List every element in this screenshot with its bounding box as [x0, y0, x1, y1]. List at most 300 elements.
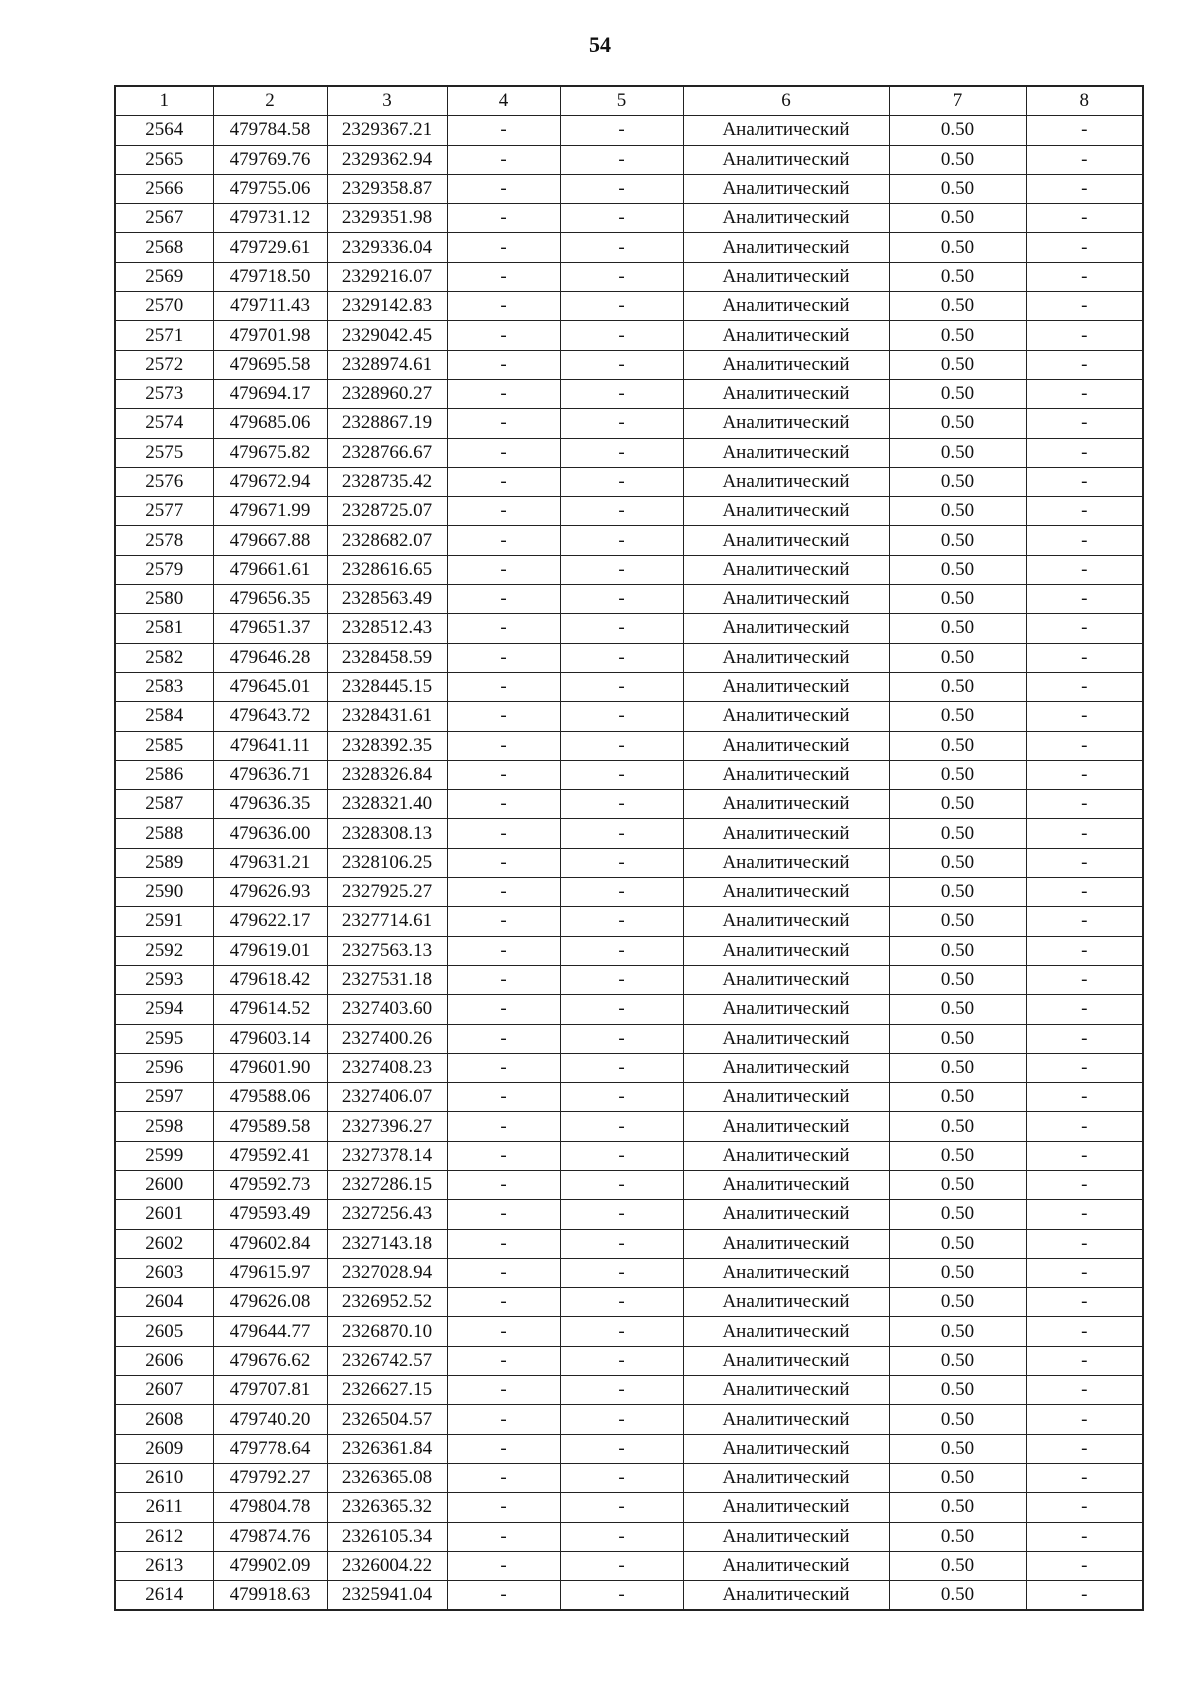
table-cell: 479731.12 [213, 204, 327, 233]
page-number: 54 [589, 32, 611, 57]
table-cell: - [447, 204, 560, 233]
table-cell: - [560, 1170, 683, 1199]
table-cell: - [447, 467, 560, 496]
table-cell: - [560, 1200, 683, 1229]
table-cell: Аналитический [683, 145, 889, 174]
table-cell: 479593.49 [213, 1200, 327, 1229]
table-cell: Аналитический [683, 1463, 889, 1492]
table-cell: 2575 [115, 438, 213, 467]
table-cell: 2603 [115, 1258, 213, 1287]
table-row [115, 1170, 1143, 1199]
table-cell: - [1026, 1434, 1143, 1463]
table-cell: 0.50 [889, 145, 1026, 174]
table-cell: - [447, 438, 560, 467]
table-row [115, 1083, 1143, 1112]
table-cell: - [447, 702, 560, 731]
table-row [115, 1112, 1143, 1141]
table-cell: - [1026, 760, 1143, 789]
table-row [115, 878, 1143, 907]
table-cell: 479729.61 [213, 233, 327, 262]
table-cell: 479592.41 [213, 1141, 327, 1170]
column-header: 7 [889, 86, 1026, 116]
table-cell: - [447, 1200, 560, 1229]
table-cell: - [560, 936, 683, 965]
table-row [115, 1258, 1143, 1287]
table-cell: - [560, 1258, 683, 1287]
table-cell: 2580 [115, 585, 213, 614]
table-cell: 2327400.26 [327, 1024, 447, 1053]
table-cell: Аналитический [683, 1112, 889, 1141]
table-cell: - [1026, 995, 1143, 1024]
table-row [115, 1522, 1143, 1551]
table-cell: 0.50 [889, 174, 1026, 203]
table-cell: 479769.76 [213, 145, 327, 174]
table-cell: 2329351.98 [327, 204, 447, 233]
table-cell: 2565 [115, 145, 213, 174]
table-cell: 479618.42 [213, 965, 327, 994]
table-cell: - [1026, 1346, 1143, 1375]
table-cell: Аналитический [683, 1170, 889, 1199]
table-cell: - [1026, 1581, 1143, 1611]
table-cell: Аналитический [683, 379, 889, 408]
table-cell: 0.50 [889, 760, 1026, 789]
table-cell: 2582 [115, 643, 213, 672]
table-cell: 479667.88 [213, 526, 327, 555]
table-row [115, 585, 1143, 614]
table-cell: 2328735.42 [327, 467, 447, 496]
table-cell: - [1026, 174, 1143, 203]
table-cell: 0.50 [889, 1551, 1026, 1580]
table-cell: 479645.01 [213, 672, 327, 701]
table-cell: 0.50 [889, 555, 1026, 584]
table-cell: - [560, 233, 683, 262]
table-cell: 0.50 [889, 1522, 1026, 1551]
table-cell: 479601.90 [213, 1053, 327, 1082]
table-cell: Аналитический [683, 497, 889, 526]
table-cell: 0.50 [889, 1024, 1026, 1053]
table-cell: 0.50 [889, 1346, 1026, 1375]
table-cell: 2325941.04 [327, 1581, 447, 1611]
table-cell: - [1026, 497, 1143, 526]
table-cell: Аналитический [683, 1083, 889, 1112]
table-cell: 2327406.07 [327, 1083, 447, 1112]
table-cell: - [1026, 145, 1143, 174]
table-cell: - [1026, 1405, 1143, 1434]
table-cell: - [447, 1376, 560, 1405]
table-row [115, 1288, 1143, 1317]
table-cell: - [560, 1405, 683, 1434]
table-cell: - [560, 1551, 683, 1580]
table-row [115, 1405, 1143, 1434]
table-cell: Аналитический [683, 1229, 889, 1258]
table-cell: - [447, 1258, 560, 1287]
table-cell: - [560, 1434, 683, 1463]
table-cell: - [560, 731, 683, 760]
table-cell: 479603.14 [213, 1024, 327, 1053]
table-row [115, 497, 1143, 526]
table-cell: 0.50 [889, 321, 1026, 350]
table-cell: Аналитический [683, 1024, 889, 1053]
table-cell: - [1026, 526, 1143, 555]
table-cell: 479685.06 [213, 409, 327, 438]
table-cell: 2329362.94 [327, 145, 447, 174]
table-cell: 2329336.04 [327, 233, 447, 262]
table-cell: - [1026, 321, 1143, 350]
table-cell: - [447, 292, 560, 321]
table-cell: 2611 [115, 1493, 213, 1522]
table-cell: 0.50 [889, 1053, 1026, 1082]
table-cell: 2606 [115, 1346, 213, 1375]
table-cell: 2586 [115, 760, 213, 789]
table-cell: 479622.17 [213, 907, 327, 936]
table-cell: 479672.94 [213, 467, 327, 496]
column-header: 6 [683, 86, 889, 116]
table-cell: 2326365.32 [327, 1493, 447, 1522]
table-cell: - [560, 174, 683, 203]
table-cell: 2587 [115, 790, 213, 819]
table-cell: 2327378.14 [327, 1141, 447, 1170]
table-cell: - [560, 848, 683, 877]
table-row [115, 409, 1143, 438]
table-cell: - [560, 995, 683, 1024]
table-cell: - [560, 1053, 683, 1082]
table-cell: 479588.06 [213, 1083, 327, 1112]
table-cell: 2602 [115, 1229, 213, 1258]
table-row [115, 555, 1143, 584]
table-cell: - [447, 1170, 560, 1199]
table-cell: - [560, 467, 683, 496]
table-cell: - [447, 1581, 560, 1611]
table-cell: 2328616.65 [327, 555, 447, 584]
table-cell: - [560, 1581, 683, 1611]
table-cell: 2597 [115, 1083, 213, 1112]
table-cell: - [447, 936, 560, 965]
table-row [115, 1551, 1143, 1580]
table-cell: 2577 [115, 497, 213, 526]
table-cell: 479643.72 [213, 702, 327, 731]
table-cell: Аналитический [683, 819, 889, 848]
table-cell: 0.50 [889, 438, 1026, 467]
table-cell: 2581 [115, 614, 213, 643]
table-cell: 2607 [115, 1376, 213, 1405]
table-cell: - [560, 1493, 683, 1522]
table-cell: Аналитический [683, 848, 889, 877]
table-cell: - [1026, 878, 1143, 907]
table-cell: 0.50 [889, 731, 1026, 760]
table-cell: - [1026, 1551, 1143, 1580]
table-cell: 2609 [115, 1434, 213, 1463]
table-cell: 2329216.07 [327, 262, 447, 291]
table-cell: - [560, 1463, 683, 1492]
column-header: 3 [327, 86, 447, 116]
table-cell: Аналитический [683, 1288, 889, 1317]
table-cell: 0.50 [889, 1581, 1026, 1611]
table-cell: 479694.17 [213, 379, 327, 408]
table-cell: - [447, 1346, 560, 1375]
table-cell: - [1026, 1258, 1143, 1287]
table-cell: - [560, 116, 683, 145]
table-cell: 2594 [115, 995, 213, 1024]
table-cell: Аналитический [683, 760, 889, 789]
table-cell: 0.50 [889, 1493, 1026, 1522]
table-cell: - [560, 585, 683, 614]
table-cell: 2328960.27 [327, 379, 447, 408]
table-cell: Аналитический [683, 936, 889, 965]
table-cell: - [1026, 965, 1143, 994]
table-row [115, 731, 1143, 760]
table-cell: - [1026, 1522, 1143, 1551]
table-cell: 2328308.13 [327, 819, 447, 848]
table-cell: - [560, 790, 683, 819]
table-cell: - [447, 321, 560, 350]
table-cell: 0.50 [889, 878, 1026, 907]
table-cell: Аналитический [683, 643, 889, 672]
table-cell: - [1026, 1053, 1143, 1082]
table-cell: 0.50 [889, 965, 1026, 994]
table-row [115, 526, 1143, 555]
table-cell: 479902.09 [213, 1551, 327, 1580]
table-cell: Аналитический [683, 672, 889, 701]
table-row [115, 1581, 1143, 1611]
table-cell: Аналитический [683, 1317, 889, 1346]
table-cell: Аналитический [683, 731, 889, 760]
table-cell: Аналитический [683, 995, 889, 1024]
table-cell: 0.50 [889, 995, 1026, 1024]
table-cell: Аналитический [683, 1581, 889, 1611]
table-cell: 479602.84 [213, 1229, 327, 1258]
table-cell: 479784.58 [213, 116, 327, 145]
table-cell: 2593 [115, 965, 213, 994]
table-cell: 0.50 [889, 1288, 1026, 1317]
table-cell: 0.50 [889, 1376, 1026, 1405]
table-cell: - [447, 1288, 560, 1317]
table-cell: - [1026, 1112, 1143, 1141]
table-cell: - [447, 790, 560, 819]
table-cell: 2327408.23 [327, 1053, 447, 1082]
table-cell: - [560, 643, 683, 672]
column-header: 8 [1026, 86, 1143, 116]
table-cell: - [1026, 1083, 1143, 1112]
table-cell: 2605 [115, 1317, 213, 1346]
table-cell: 2327256.43 [327, 1200, 447, 1229]
table-cell: 479778.64 [213, 1434, 327, 1463]
table-cell: - [560, 819, 683, 848]
table-cell: Аналитический [683, 1493, 889, 1522]
table-cell: 2328563.49 [327, 585, 447, 614]
table-cell: 0.50 [889, 1434, 1026, 1463]
table-cell: - [447, 526, 560, 555]
table-row [115, 848, 1143, 877]
table-cell: - [1026, 585, 1143, 614]
table-cell: 2328458.59 [327, 643, 447, 672]
table-cell: - [447, 585, 560, 614]
table-cell: Аналитический [683, 262, 889, 291]
table-cell: - [560, 1083, 683, 1112]
table-cell: 2327403.60 [327, 995, 447, 1024]
table-cell: - [560, 907, 683, 936]
table-cell: - [447, 379, 560, 408]
column-header: 1 [115, 86, 213, 116]
table-cell: - [1026, 702, 1143, 731]
table-cell: Аналитический [683, 1200, 889, 1229]
table-cell: 479918.63 [213, 1581, 327, 1611]
table-cell: - [560, 409, 683, 438]
table-cell: 2328766.67 [327, 438, 447, 467]
table-cell: - [447, 731, 560, 760]
table-cell: 2326742.57 [327, 1346, 447, 1375]
table-cell: - [1026, 1288, 1143, 1317]
table-row [115, 1200, 1143, 1229]
table-cell: - [1026, 1463, 1143, 1492]
table-cell: 2564 [115, 116, 213, 145]
table-cell: 2328326.84 [327, 760, 447, 789]
table-cell: 2327714.61 [327, 907, 447, 936]
table-cell: 479718.50 [213, 262, 327, 291]
table-cell: 0.50 [889, 116, 1026, 145]
table-cell: - [1026, 1141, 1143, 1170]
table-cell: - [1026, 350, 1143, 379]
table-cell: - [447, 409, 560, 438]
table-cell: 0.50 [889, 1317, 1026, 1346]
table-cell: 0.50 [889, 1112, 1026, 1141]
table-cell: 479676.62 [213, 1346, 327, 1375]
table-cell: - [560, 145, 683, 174]
table-cell: Аналитический [683, 702, 889, 731]
table-cell: - [560, 702, 683, 731]
table-cell: 2612 [115, 1522, 213, 1551]
table-cell: - [560, 526, 683, 555]
table-cell: - [1026, 790, 1143, 819]
table-cell: 2327028.94 [327, 1258, 447, 1287]
table-cell: Аналитический [683, 907, 889, 936]
table-cell: Аналитический [683, 321, 889, 350]
table-cell: 0.50 [889, 350, 1026, 379]
table-cell: 2328321.40 [327, 790, 447, 819]
column-header: 2 [213, 86, 327, 116]
table-cell: - [447, 819, 560, 848]
table-cell: - [447, 116, 560, 145]
table-cell: - [1026, 1200, 1143, 1229]
table-cell: 2570 [115, 292, 213, 321]
table-cell: 0.50 [889, 409, 1026, 438]
table-cell: - [447, 907, 560, 936]
table-cell: 2326004.22 [327, 1551, 447, 1580]
table-row [115, 702, 1143, 731]
table-cell: 2326105.34 [327, 1522, 447, 1551]
table-cell: 0.50 [889, 1463, 1026, 1492]
table-cell: - [560, 292, 683, 321]
table-cell: Аналитический [683, 1053, 889, 1082]
table-cell: 0.50 [889, 1405, 1026, 1434]
table-row [115, 233, 1143, 262]
table-cell: - [447, 1551, 560, 1580]
table-cell: 2588 [115, 819, 213, 848]
table-cell: 2327563.13 [327, 936, 447, 965]
table-cell: - [1026, 555, 1143, 584]
table-cell: 0.50 [889, 614, 1026, 643]
table-cell: - [447, 1229, 560, 1258]
table-cell: - [560, 555, 683, 584]
table-cell: - [1026, 116, 1143, 145]
table-cell: 479792.27 [213, 1463, 327, 1492]
table-cell: 2328445.15 [327, 672, 447, 701]
table-cell: 0.50 [889, 1083, 1026, 1112]
table-cell: 479671.99 [213, 497, 327, 526]
table-cell: - [560, 614, 683, 643]
table-cell: - [447, 614, 560, 643]
table-cell: - [560, 878, 683, 907]
table-cell: - [447, 145, 560, 174]
table-row [115, 907, 1143, 936]
table-cell: Аналитический [683, 1258, 889, 1287]
table-row [115, 467, 1143, 496]
table-cell: 2327531.18 [327, 965, 447, 994]
table-row [115, 1493, 1143, 1522]
table-cell: 2572 [115, 350, 213, 379]
table-cell: - [560, 1376, 683, 1405]
table-cell: 2583 [115, 672, 213, 701]
header-row [115, 86, 1143, 116]
table-cell: 0.50 [889, 643, 1026, 672]
table-cell: 479644.77 [213, 1317, 327, 1346]
table-cell: 479646.28 [213, 643, 327, 672]
table-cell: 2328512.43 [327, 614, 447, 643]
table-cell: 2328725.07 [327, 497, 447, 526]
table-cell: - [447, 965, 560, 994]
table-row [115, 292, 1143, 321]
coordinates-table [114, 85, 1144, 1611]
table-cell: - [560, 350, 683, 379]
table-cell: - [1026, 643, 1143, 672]
table-cell: 2600 [115, 1170, 213, 1199]
table-cell: 479626.08 [213, 1288, 327, 1317]
table-cell: 479636.71 [213, 760, 327, 789]
table-cell: 479711.43 [213, 292, 327, 321]
table-cell: 479592.73 [213, 1170, 327, 1199]
table-cell: 0.50 [889, 497, 1026, 526]
table-cell: - [560, 760, 683, 789]
table-cell: Аналитический [683, 233, 889, 262]
table-cell: Аналитический [683, 409, 889, 438]
table-cell: 2327396.27 [327, 1112, 447, 1141]
table-cell: - [560, 379, 683, 408]
table-cell: - [447, 1522, 560, 1551]
table-cell: - [447, 848, 560, 877]
table-cell: - [560, 262, 683, 291]
table-cell: - [1026, 672, 1143, 701]
table-cell: 0.50 [889, 379, 1026, 408]
table-cell: 479651.37 [213, 614, 327, 643]
table-cell: - [560, 1346, 683, 1375]
table-row [115, 116, 1143, 145]
table-cell: - [560, 965, 683, 994]
table-cell: 2567 [115, 204, 213, 233]
table-cell: 0.50 [889, 819, 1026, 848]
table-cell: - [560, 1112, 683, 1141]
table-cell: - [1026, 1024, 1143, 1053]
table-cell: 479874.76 [213, 1522, 327, 1551]
table-cell: 2590 [115, 878, 213, 907]
table-cell: Аналитический [683, 292, 889, 321]
table-cell: - [560, 204, 683, 233]
table-cell: - [1026, 614, 1143, 643]
table-cell: - [447, 672, 560, 701]
table-cell: 479675.82 [213, 438, 327, 467]
table-cell: 479641.11 [213, 731, 327, 760]
table-cell: - [447, 1405, 560, 1434]
table-cell: Аналитический [683, 1434, 889, 1463]
table-cell: 0.50 [889, 1258, 1026, 1287]
